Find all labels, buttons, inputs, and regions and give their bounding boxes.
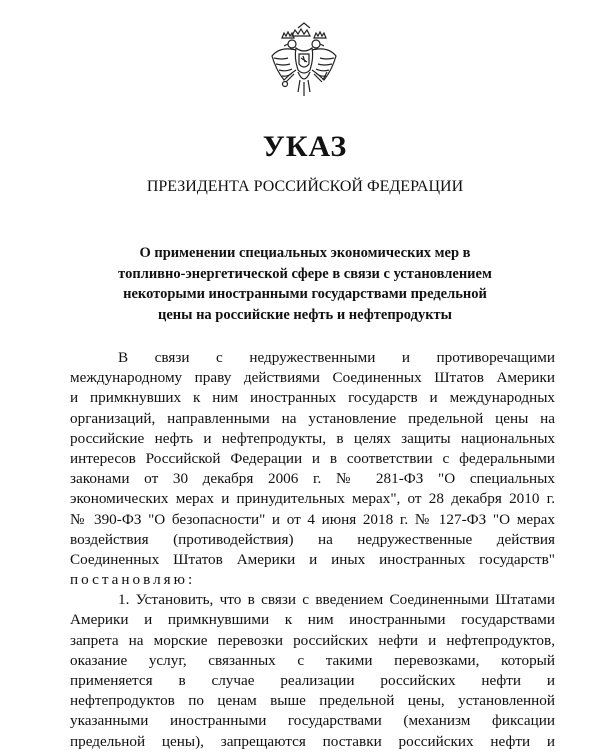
preamble-line: В связи с недружественными и противоречащими bbox=[118, 349, 555, 366]
heading-line: О применении специальных экономических мер в bbox=[139, 245, 471, 261]
item-line: 1. Установить, что в связи с введением Соединенными Штатами bbox=[118, 591, 555, 609]
resolve-word: постановляю: bbox=[70, 571, 196, 589]
preamble-line: № 390-ФЗ "О безопасности" и от 4 июня 2018 г. № 127-ФЗ "О мерах bbox=[70, 510, 555, 528]
item-line: указанными иностранными государствами (механизм фиксации bbox=[70, 712, 555, 730]
item-line: нефтепродуктов по ценам выше предельной цены, установленной bbox=[70, 692, 555, 710]
preamble-line: международному праву действиями Соединенных Штатов Америки bbox=[70, 369, 555, 387]
heading-line: топливно-энергетической сфере в связи с установлением bbox=[118, 265, 492, 282]
preamble-line: российские нефть и нефтепродукты, в целях защиты национальных bbox=[70, 429, 555, 447]
decree-subtitle: ПРЕЗИДЕНТА РОССИЙСКОЙ ФЕДЕРАЦИИ bbox=[146, 178, 464, 195]
preamble-line: воздействия (противодействия) на недружественные действия bbox=[70, 530, 555, 548]
preamble-line: организаций, направленными на установление предельной цены на bbox=[70, 409, 555, 427]
decree-heading bbox=[60, 243, 550, 325]
heading-line: цены на российские нефть и нефтепродукты bbox=[157, 306, 452, 323]
item-line: Америки и примкнувшими к ним иностранными государствами bbox=[70, 611, 555, 629]
preamble-line: Соединенных Штатов Америки и иных иностранных государств" bbox=[70, 550, 555, 568]
decree-title: УКАЗ bbox=[262, 130, 348, 163]
decree-body bbox=[70, 348, 555, 752]
preamble-line: и примкнувших к ним иностранных государств и международных bbox=[70, 389, 555, 407]
item-line: предельной цены), запрещаются поставки российских нефти и bbox=[70, 732, 555, 750]
item-line: применяется в случае реализации российских нефти и bbox=[70, 672, 555, 689]
preamble-line: экономических мерах и принудительных мерах", от 28 декабря 2010 г. bbox=[70, 490, 555, 508]
preamble-line: интересов Российской Федерации и в соответствии с федеральными bbox=[70, 449, 555, 467]
item-line: оказание услуг, связанных с такими перевозками, который bbox=[70, 651, 555, 669]
russian-coat-of-arms-icon bbox=[268, 22, 340, 106]
preamble-line: законами от 30 декабря 2006 г. № 281-ФЗ "О специальных bbox=[70, 470, 555, 488]
item-line: запрета на морские перевозки российских нефти и нефтепродуктов, bbox=[70, 631, 555, 649]
heading-line: некоторыми иностранными государствами предельной bbox=[123, 286, 487, 302]
